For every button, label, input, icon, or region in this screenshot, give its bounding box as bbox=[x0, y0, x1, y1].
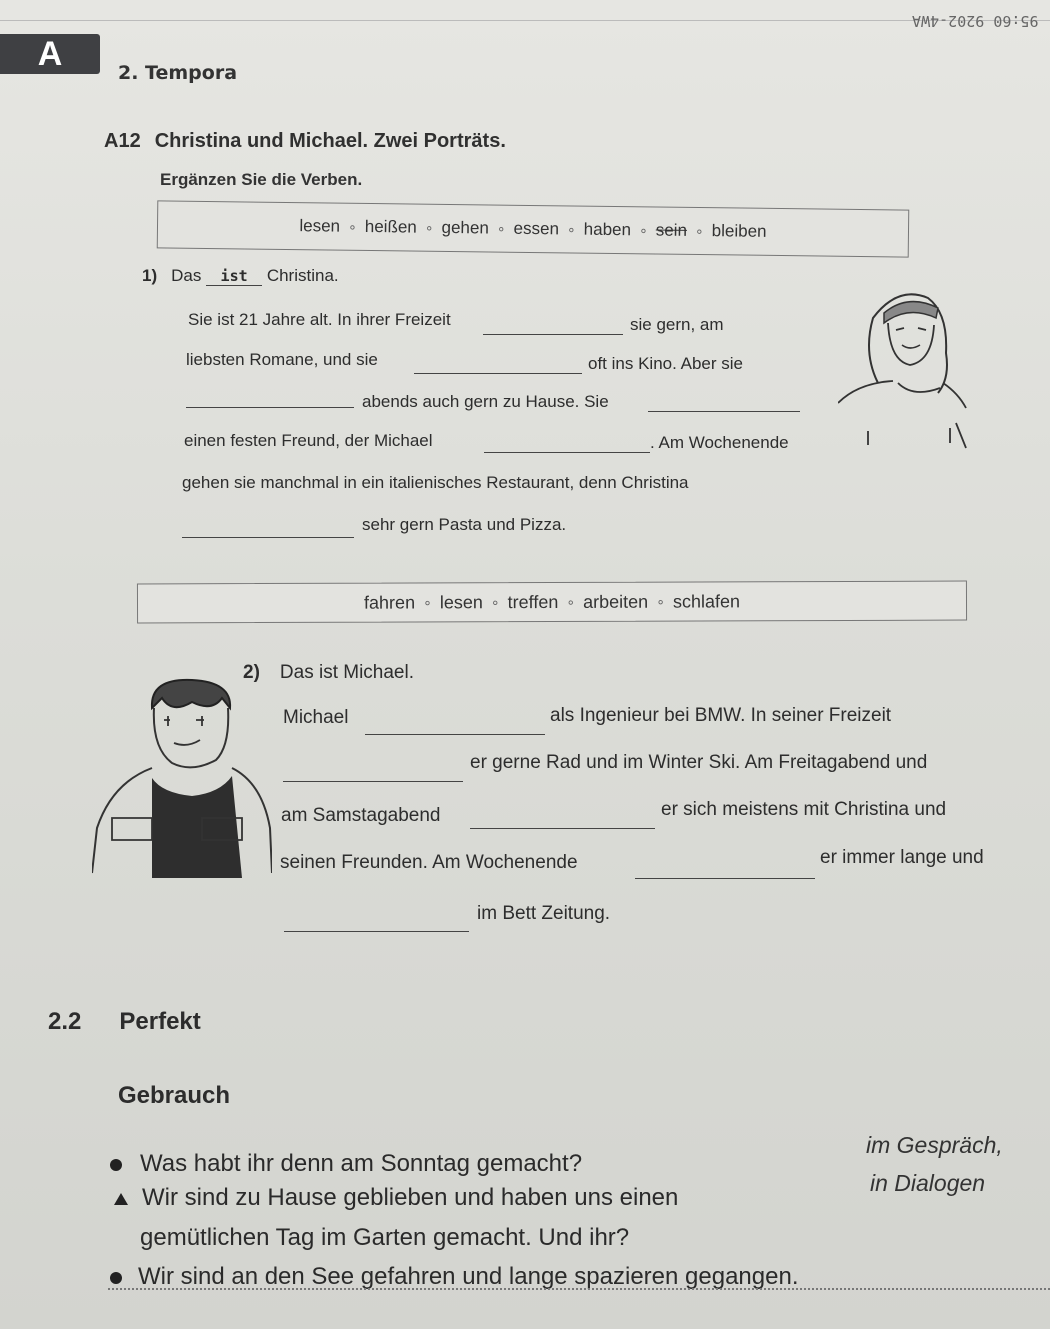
dialog-line-3 bbox=[110, 1263, 798, 1291]
exercise-instruction: Ergänzen Sie die Verben. bbox=[160, 170, 363, 189]
word-box-2 bbox=[137, 581, 967, 624]
answer-blank[interactable] bbox=[470, 812, 655, 829]
dialog-line-2b: gemütlichen Tag im Garten gemacht. Und ihr? bbox=[140, 1224, 630, 1251]
word: schlafen bbox=[672, 590, 741, 612]
side-note-2: in Dialogen bbox=[870, 1170, 986, 1196]
text: Das bbox=[171, 266, 202, 285]
p1-number: 1) bbox=[142, 266, 158, 285]
text: Das ist Michael. bbox=[279, 662, 415, 683]
answer-blank[interactable] bbox=[284, 915, 469, 932]
separator: ∘ bbox=[566, 593, 576, 610]
p1-line-3: liebsten Romane, und sie bbox=[186, 350, 378, 369]
answer-blank[interactable] bbox=[635, 862, 815, 879]
p2-line-4b: er sich meistens mit Christina und bbox=[661, 799, 947, 820]
answer-blank-filled[interactable]: ist bbox=[206, 267, 262, 286]
p2-line-4: am Samstagabend bbox=[281, 805, 441, 826]
word: arbeiten bbox=[583, 591, 649, 612]
p1-line-5b: . Am Wochenende bbox=[650, 433, 789, 452]
word: treffen bbox=[507, 591, 559, 612]
text: Wir sind an den See gefahren und lange spazieren gegangen. bbox=[138, 1263, 799, 1290]
word: lesen bbox=[439, 591, 483, 612]
section-title: Perfekt bbox=[119, 1008, 201, 1035]
chapter-badge: A bbox=[0, 34, 100, 74]
top-rule bbox=[0, 0, 1050, 21]
answer-blank[interactable] bbox=[365, 718, 545, 735]
subsection-heading: Gebrauch bbox=[118, 1082, 231, 1109]
word: gehen bbox=[441, 217, 489, 238]
p2-line-5: seinen Freunden. Am Wochenende bbox=[280, 852, 578, 873]
michael-drawing bbox=[92, 668, 272, 882]
separator: ∘ bbox=[566, 220, 576, 238]
p2-line-3: er gerne Rad und im Winter Ski. Am Freitagabend und bbox=[470, 752, 928, 773]
word: heißen bbox=[364, 216, 417, 237]
answer-blank[interactable] bbox=[182, 521, 354, 538]
p1-line-1 bbox=[142, 266, 339, 286]
separator: ∘ bbox=[694, 222, 704, 239]
separator: ∘ bbox=[656, 593, 665, 610]
bullet-triangle-icon bbox=[114, 1193, 128, 1205]
word: fahren bbox=[363, 591, 416, 613]
answer-blank[interactable] bbox=[414, 357, 582, 374]
word: lesen bbox=[299, 216, 341, 236]
dialog-line-1 bbox=[110, 1150, 582, 1178]
p1-line-6: gehen sie manchmal in ein italienisches Restaurant, denn Christina bbox=[182, 473, 689, 492]
answer-blank[interactable] bbox=[483, 318, 623, 335]
p1-line-3b: oft ins Kino. Aber sie bbox=[588, 354, 743, 373]
p1-line-4: abends auch gern zu Hause. Sie bbox=[362, 392, 609, 411]
p2-line-6: im Bett Zeitung. bbox=[477, 903, 611, 924]
answer-blank[interactable] bbox=[484, 436, 650, 453]
chapter-title: 2. Tempora bbox=[118, 62, 238, 84]
bullet-dot-icon bbox=[110, 1159, 122, 1171]
exercise-number: A12 bbox=[104, 130, 141, 152]
separator: ∘ bbox=[423, 593, 432, 610]
answer-blank[interactable] bbox=[283, 765, 463, 782]
p1-line-2b: sie gern, am bbox=[630, 315, 724, 334]
exercise-title bbox=[104, 130, 506, 153]
p1-line-7: sehr gern Pasta und Pizza. bbox=[362, 515, 567, 534]
side-note-1: im Gespräch, bbox=[866, 1132, 1003, 1158]
p2-line-2: Michael bbox=[283, 707, 349, 728]
word-box-1 bbox=[157, 200, 910, 257]
word: haben bbox=[583, 219, 632, 240]
word: essen bbox=[513, 218, 560, 239]
p2-line-2b: als Ingenieur bei BMW. In seiner Freizeit bbox=[550, 705, 892, 726]
answer-blank[interactable] bbox=[186, 391, 354, 408]
separator: ∘ bbox=[638, 221, 648, 238]
dotted-rule bbox=[108, 1288, 1050, 1290]
text: Christina. bbox=[266, 266, 339, 285]
p2-line-1 bbox=[243, 662, 414, 684]
text: Sie ist 21 Jahre alt. In ihrer Freizeit bbox=[188, 310, 451, 329]
separator: ∘ bbox=[424, 219, 434, 236]
dialog-line-2 bbox=[114, 1184, 678, 1212]
p1-line-5: einen festen Freund, der Michael bbox=[184, 431, 433, 450]
separator: ∘ bbox=[490, 593, 500, 610]
text: Was habt ihr denn am Sonntag gemacht? bbox=[140, 1150, 583, 1177]
p2-line-5b: er immer lange und bbox=[820, 847, 984, 868]
separator: ∘ bbox=[347, 218, 357, 235]
section-heading bbox=[48, 1008, 201, 1036]
separator: ∘ bbox=[496, 220, 506, 237]
exercise-heading: Christina und Michael. Zwei Porträts. bbox=[154, 130, 506, 152]
bullet-dot-icon bbox=[110, 1272, 122, 1284]
word: bleiben bbox=[711, 221, 767, 241]
christina-drawing bbox=[838, 283, 978, 453]
p2-number: 2) bbox=[243, 662, 260, 683]
text: Wir sind zu Hause geblieben und haben uns einen bbox=[142, 1184, 679, 1211]
section-number: 2.2 bbox=[48, 1008, 82, 1035]
word-crossed-out: sein bbox=[655, 220, 688, 240]
p1-line-2 bbox=[188, 310, 451, 330]
page-code: 95:60 9202-4WA bbox=[911, 12, 1038, 30]
answer-blank[interactable] bbox=[648, 395, 800, 412]
